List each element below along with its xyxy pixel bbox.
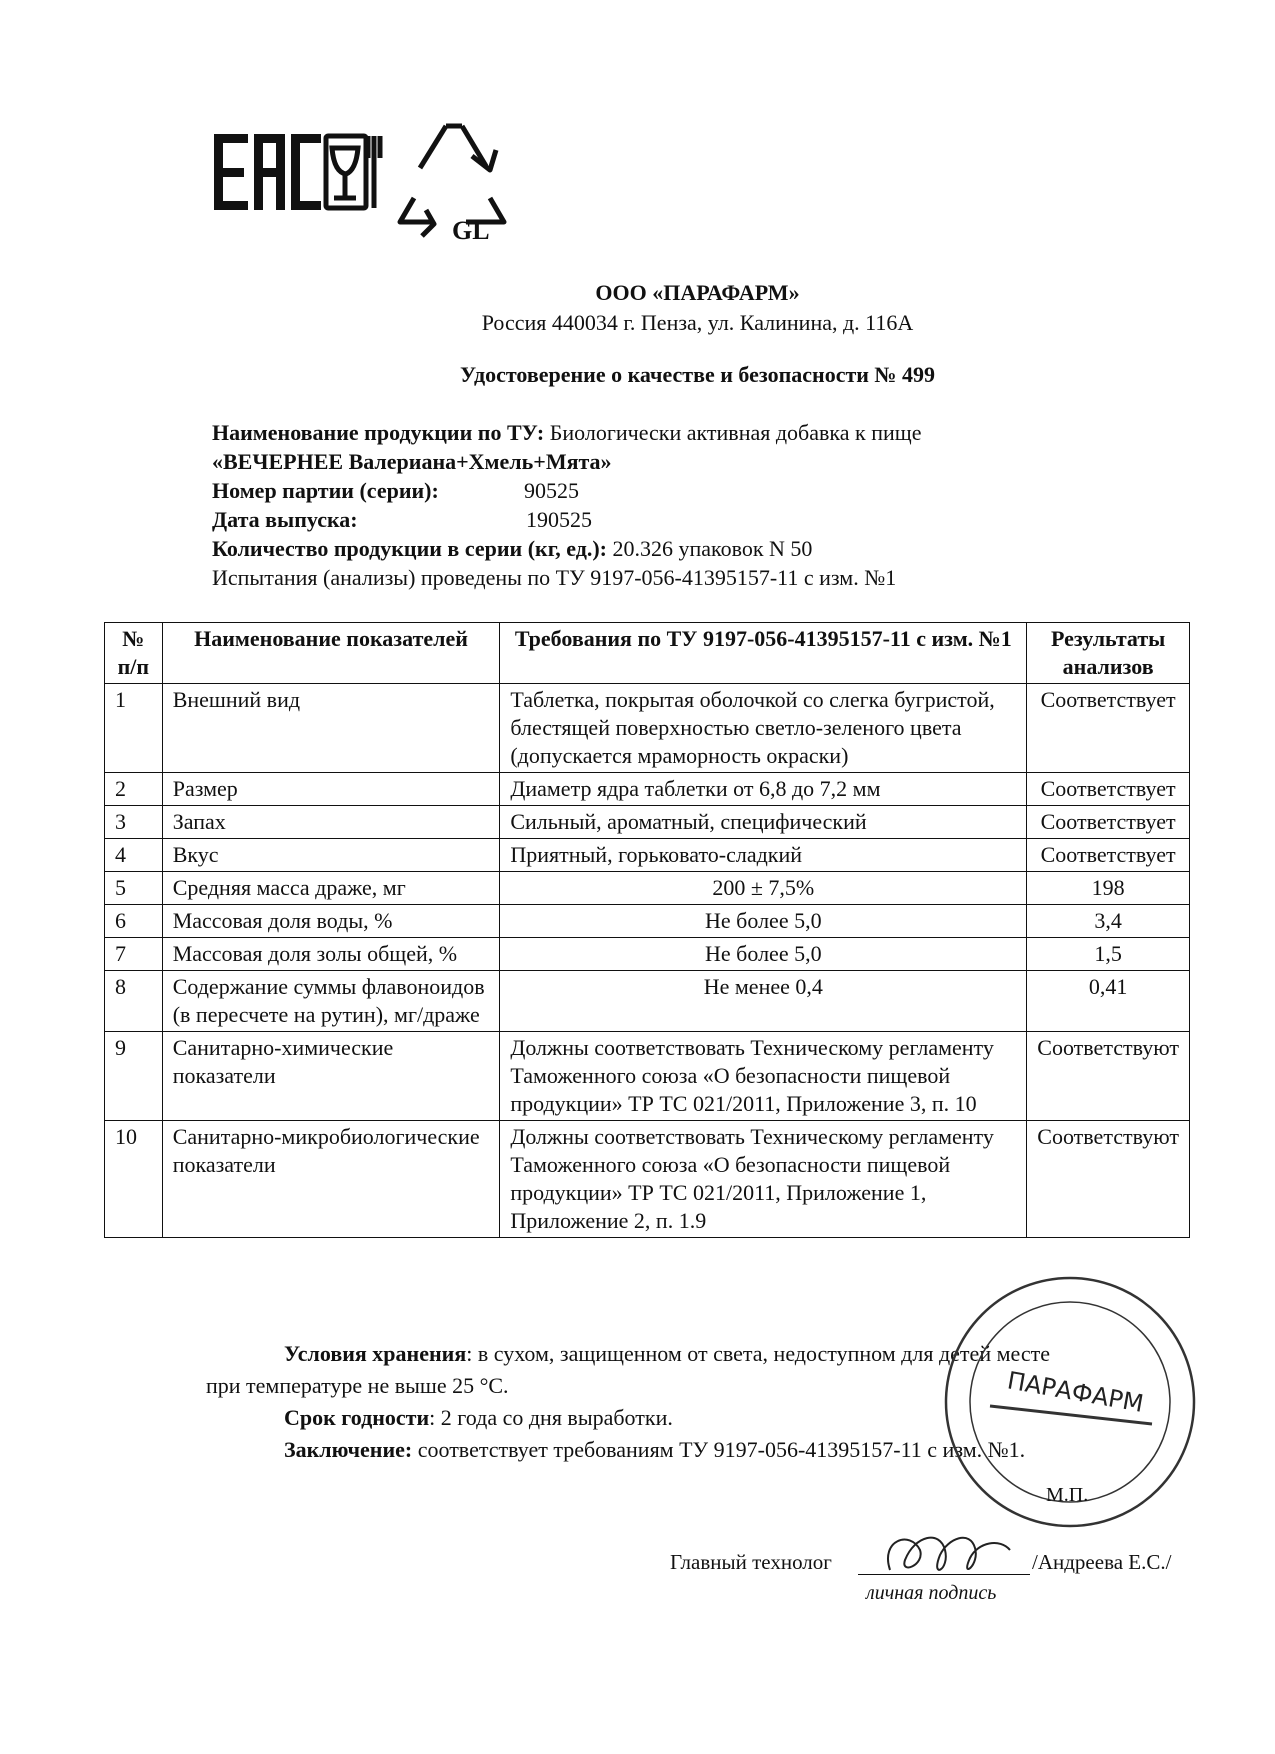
row-number: 5 (105, 872, 163, 905)
row-result: Соответствуют (1027, 1121, 1190, 1238)
header-indicator: Наименование показателей (162, 623, 500, 684)
eac-mark-icon (214, 134, 321, 210)
row-result: Соответствуют (1027, 1032, 1190, 1121)
row-indicator: Запах (162, 806, 500, 839)
product-name-brand: «ВЕЧЕРНЕЕ Валериана+Хмель+Мята» (212, 449, 612, 474)
row-requirement: Сильный, ароматный, специфический (500, 806, 1027, 839)
row-indicator: Внешний вид (162, 684, 500, 773)
row-requirement: Не менее 0,4 (500, 971, 1027, 1032)
shelf-text: : 2 года со дня выработки. (429, 1405, 673, 1430)
batch-value: 90525 (524, 478, 579, 503)
signer-role: Главный технолог (670, 1550, 832, 1574)
row-number: 1 (105, 684, 163, 773)
table-row (105, 1032, 1190, 1121)
storage-label: Условия хранения (284, 1341, 467, 1366)
row-requirement: Должны соответствовать Техническому регламенту Таможенного союза «О безопасности пищевой продукции» ТР ТС 021/2011, Приложение 3, п. 10 (500, 1032, 1027, 1121)
row-indicator: Санитарно-микробиологические показатели (162, 1121, 500, 1238)
row-number: 10 (105, 1121, 163, 1238)
tests-line: Испытания (анализы) проведены по ТУ 9197-056-41395157-11 с изм. №1 (212, 565, 897, 590)
table-row (105, 773, 1190, 806)
row-requirement: Диаметр ядра таблетки от 6,8 до 7,2 мм (500, 773, 1027, 806)
storage-line2: при температуре не выше 25 °С. (206, 1373, 509, 1398)
row-result: Соответствует (1027, 806, 1190, 839)
storage-text: : в сухом, защищенном от света, недоступном для детей месте (466, 1341, 1050, 1366)
row-requirement: 200 ± 7,5% (500, 872, 1027, 905)
product-name-label: Наименование продукции по ТУ: (212, 420, 545, 445)
product-name-row (212, 418, 921, 447)
table-row (105, 905, 1190, 938)
row-requirement: Приятный, горьковато-сладкий (500, 839, 1027, 872)
certification-logos (214, 112, 554, 252)
signature-caption: личная подпись (866, 1582, 997, 1604)
date-row (212, 505, 921, 534)
table-row (105, 971, 1190, 1032)
batch-row (212, 476, 921, 505)
row-indicator: Вкус (162, 839, 500, 872)
batch-label: Номер партии (серии): (212, 478, 439, 503)
header-result: Результаты анализов (1027, 623, 1190, 684)
row-number: 4 (105, 839, 163, 872)
company-name: ООО «ПАРАФАРМ» (595, 280, 800, 305)
table-header-row (105, 623, 1190, 684)
row-indicator: Размер (162, 773, 500, 806)
table-row (105, 1121, 1190, 1238)
seal-text: ПАРАФАРМ (1005, 1366, 1146, 1418)
product-info (212, 418, 921, 592)
row-number: 9 (105, 1032, 163, 1121)
row-number: 3 (105, 806, 163, 839)
date-value: 190525 (526, 507, 592, 532)
row-indicator: Массовая доля золы общей, % (162, 938, 500, 971)
table-row (105, 806, 1190, 839)
results-table (104, 622, 1190, 1238)
certificate-title: Удостоверение о качестве и безопасности № 499 (459, 362, 936, 387)
table-row (105, 872, 1190, 905)
handwritten-signature (870, 1520, 1030, 1590)
product-name-value: Биологически активная добавка к пище (544, 420, 922, 445)
row-number: 6 (105, 905, 163, 938)
table-row (105, 839, 1190, 872)
table-row (105, 938, 1190, 971)
table-row (105, 684, 1190, 773)
row-result: 3,4 (1027, 905, 1190, 938)
row-number: 8 (105, 971, 163, 1032)
conclusion-text: соответствует требованиям ТУ 9197-056-41395157-11 с изм. №1. (412, 1437, 1026, 1462)
qty-row (212, 534, 921, 563)
shelf-label: Срок годности (284, 1405, 430, 1430)
header-number: № п/п (105, 623, 163, 684)
qty-value: 20.326 упаковок N 50 (606, 536, 813, 561)
row-requirement: Должны соответствовать Техническому регламенту Таможенного союза «О безопасности пищевой продукции» ТР ТС 021/2011, Приложение 1, Приложение 2, п. 1.9 (500, 1121, 1027, 1238)
row-result: 0,41 (1027, 971, 1190, 1032)
product-name-line2 (212, 447, 921, 476)
qty-label: Количество продукции в серии (кг, ед.): (212, 536, 607, 561)
row-requirement: Не более 5,0 (500, 938, 1027, 971)
row-result: 198 (1027, 872, 1190, 905)
row-indicator: Массовая доля воды, % (162, 905, 500, 938)
company-header (0, 278, 1275, 338)
header-requirement: Требования по ТУ 9197-056-41395157-11 с изм. №1 (500, 623, 1027, 684)
glass-fork-icon (326, 136, 380, 208)
row-requirement: Таблетка, покрытая оболочкой со слегка бугристой, блестящей поверхностью светло-зеленого цвета (допускается мраморность окраски) (500, 684, 1027, 773)
row-result: Соответствует (1027, 773, 1190, 806)
recycle-code: GL (452, 216, 490, 245)
row-number: 2 (105, 773, 163, 806)
row-number: 7 (105, 938, 163, 971)
date-label: Дата выпуска: (212, 507, 358, 532)
row-requirement: Не более 5,0 (500, 905, 1027, 938)
seal-place-mark: М.П. (1046, 1484, 1089, 1506)
row-indicator: Содержание суммы флавоноидов (в пересчете на рутин), мг/драже (162, 971, 500, 1032)
row-result: Соответствует (1027, 839, 1190, 872)
company-address: Россия 440034 г. Пенза, ул. Калинина, д. 116А (481, 310, 914, 335)
row-indicator: Санитарно-химические показатели (162, 1032, 500, 1121)
signer-name: /Андреева Е.С./ (1032, 1550, 1172, 1574)
conclusion-label: Заключение: (284, 1437, 413, 1462)
row-indicator: Средняя масса драже, мг (162, 872, 500, 905)
row-result: 1,5 (1027, 938, 1190, 971)
row-result: Соответствует (1027, 684, 1190, 773)
